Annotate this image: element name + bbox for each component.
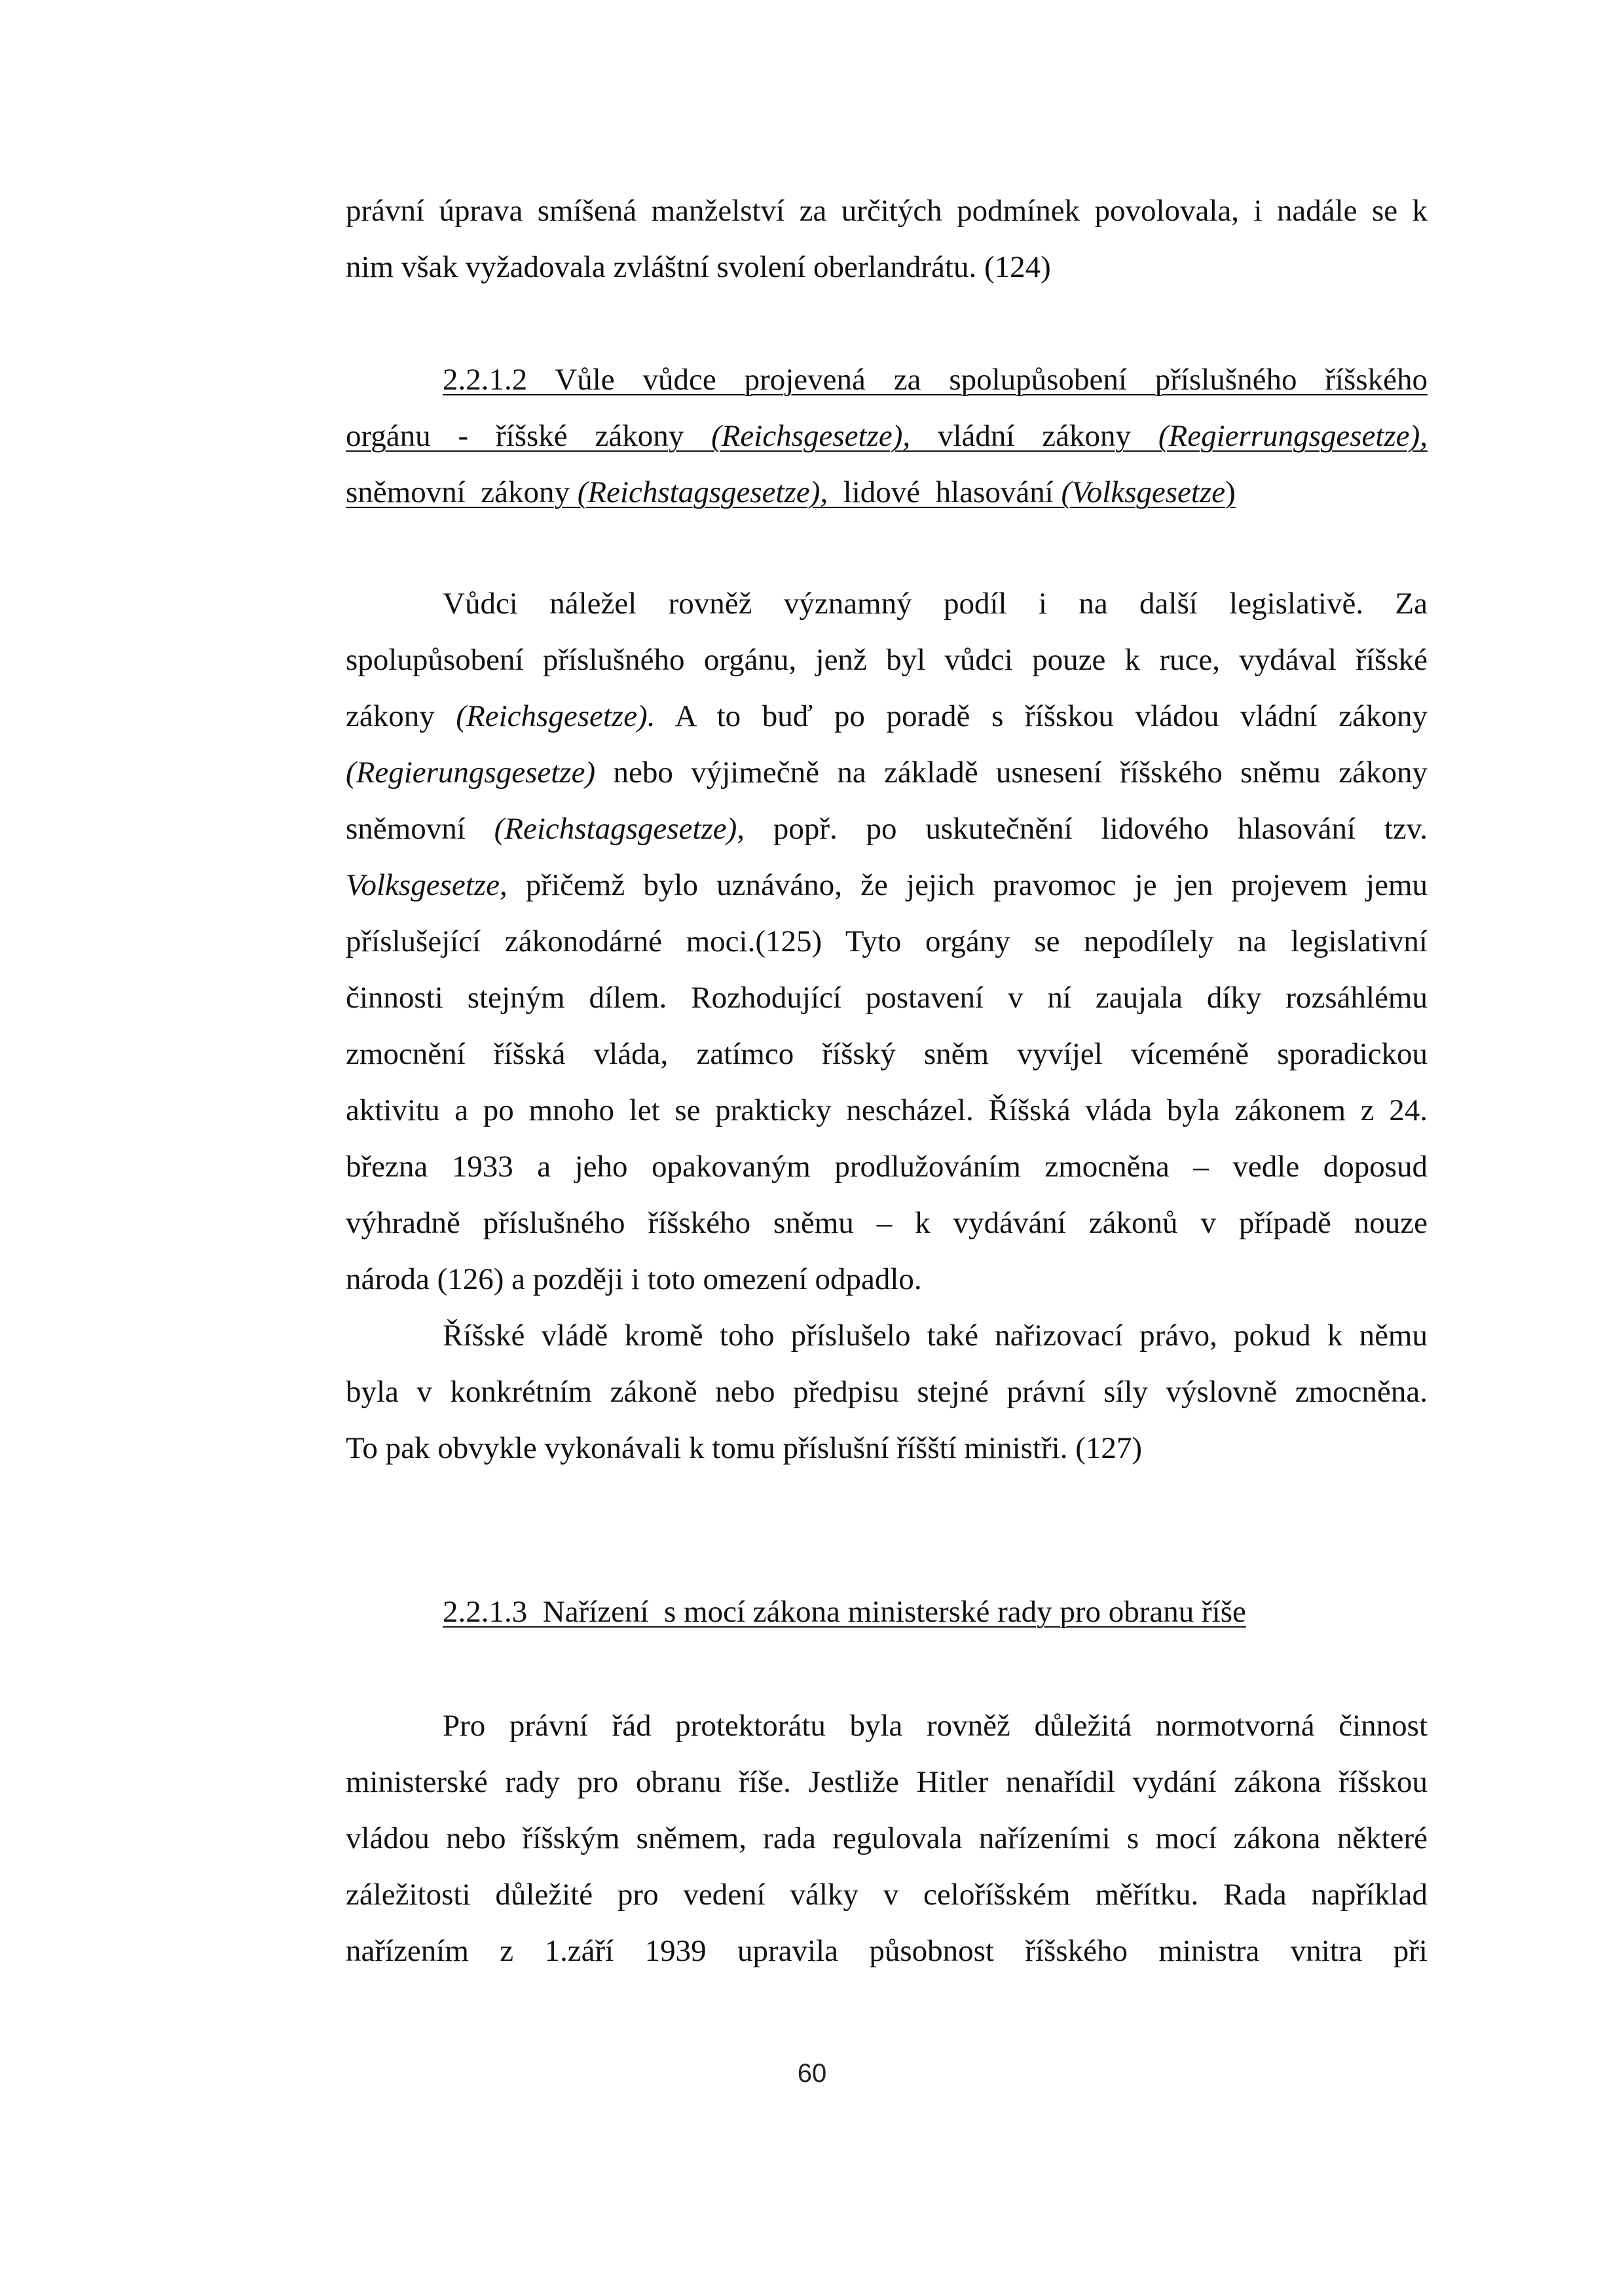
section-heading-line [346,416,1428,456]
paragraph-line: výhradně příslušného říšského sněmu – k vydávání zákonů v případě nouze [346,1206,1428,1240]
heading-text: vládní zákony [910,419,1158,453]
italic-term: (Regierungsgesetze) [346,756,596,790]
text-span: sněmovní [346,812,494,846]
paragraph-line: vládou nebo říšským sněmem, rada regulovala nařízeními s mocí zákona některé [346,1821,1428,1855]
paragraph-line: byla v konkrétním zákoně nebo předpisu stejné právní síly výslovně zmocněna. [346,1375,1428,1409]
paragraph-line [346,809,1428,848]
heading-text: sněmovní zákony [346,475,578,509]
heading-italic: (Regierrungsgesetze), [1158,419,1428,453]
paragraph-line: nařízením z 1.září 1939 upravila působnost říšského ministra vnitra při [346,1934,1428,1968]
paragraph-line: Pro právní řád protektorátu byla rovněž důležitá normotvorná činnost [443,1709,1428,1743]
heading-italic: (Reichsgesetze), [711,419,911,453]
paragraph-line: národa (126) a později i toto omezení odpadlo. [346,1262,922,1296]
text-span: nebo výjimečně na základě usnesení říšského sněmu zákony [595,756,1428,790]
paragraph-line: Vůdci náležel rovněž významný podíl i na další legislativě. Za [443,587,1428,621]
paragraph-line: právní úprava smíšená manželství za určitých podmínek povolovala, i nadále se k [346,194,1428,228]
paragraph-line [346,697,1428,736]
text-span: A to buď po poradě s říšskou vládou vládní zákony [655,699,1428,733]
paragraph-line: ministerské rady pro obranu říše. Jestliže Hitler nenařídil vydání zákona říšskou [346,1765,1428,1799]
section-heading-line [346,473,1428,512]
paragraph-line: činnosti stejným dílem. Rozhodující postavení v ní zaujala díky rozsáhlému [346,981,1428,1015]
text-span: popř. po uskutečnění lidového hlasování tzv. [745,812,1428,846]
paragraph-line: spolupůsobení příslušného orgánu, jenž byl vůdci pouze k ruce, vydával říšské [346,643,1428,677]
text-span: , přičemž bylo uznáváno, že jejich pravomoc je jen projevem jemu [499,868,1428,902]
heading-text: ) [1225,475,1236,509]
paragraph-line [346,753,1428,792]
heading-text: orgánu - říšské zákony [346,419,712,453]
paragraph-line: nim však vyžadovala zvláštní svolení oberlandrátu. (124) [346,250,1051,284]
italic-term: (Reichstagsgesetze), [494,812,745,846]
paragraph-line: března 1933 a jeho opakovaným prodlužováním zmocněna – vedle doposud [346,1150,1428,1184]
section-heading: 2.2.1.3 Nařízení s mocí zákona ministerské rady pro obranu říše [443,1595,1246,1629]
heading-italic: (Volksgesetze [1061,475,1226,509]
italic-term: (Reichsgesetze). [456,699,655,733]
paragraph-line [346,866,1428,905]
paragraph-line: Říšské vládě kromě toho příslušelo také nařizovací právo, pokud k němu [443,1319,1428,1353]
section-heading: 2.2.1.2 Vůle vůdce projevená za spolupůsobení příslušného říšského [443,363,1428,397]
paragraph-line: To pak obvykle vykonávali k tomu příslušní říšští ministři. (127) [346,1431,1143,1465]
page-number: 60 [797,2059,827,2088]
heading-text: lidové hlasování [828,475,1061,509]
paragraph-line: aktivitu a po mnoho let se prakticky nescházel. Říšská vláda byla zákonem z 24. [346,1093,1428,1127]
heading-italic: (Reichstagsgesetze), [577,475,828,509]
text-span: zákony [346,699,456,733]
italic-term: Volksgesetze [346,868,500,902]
paragraph-line: zmocnění říšská vláda, zatímco říšský sněm vyvíjel víceméně sporadickou [346,1037,1428,1071]
paragraph-line: záležitosti důležité pro vedení války v celoříšském měřítku. Rada například [346,1878,1428,1912]
paragraph-line: příslušející zákonodárné moci.(125) Tyto orgány se nepodílely na legislativní [346,924,1428,958]
